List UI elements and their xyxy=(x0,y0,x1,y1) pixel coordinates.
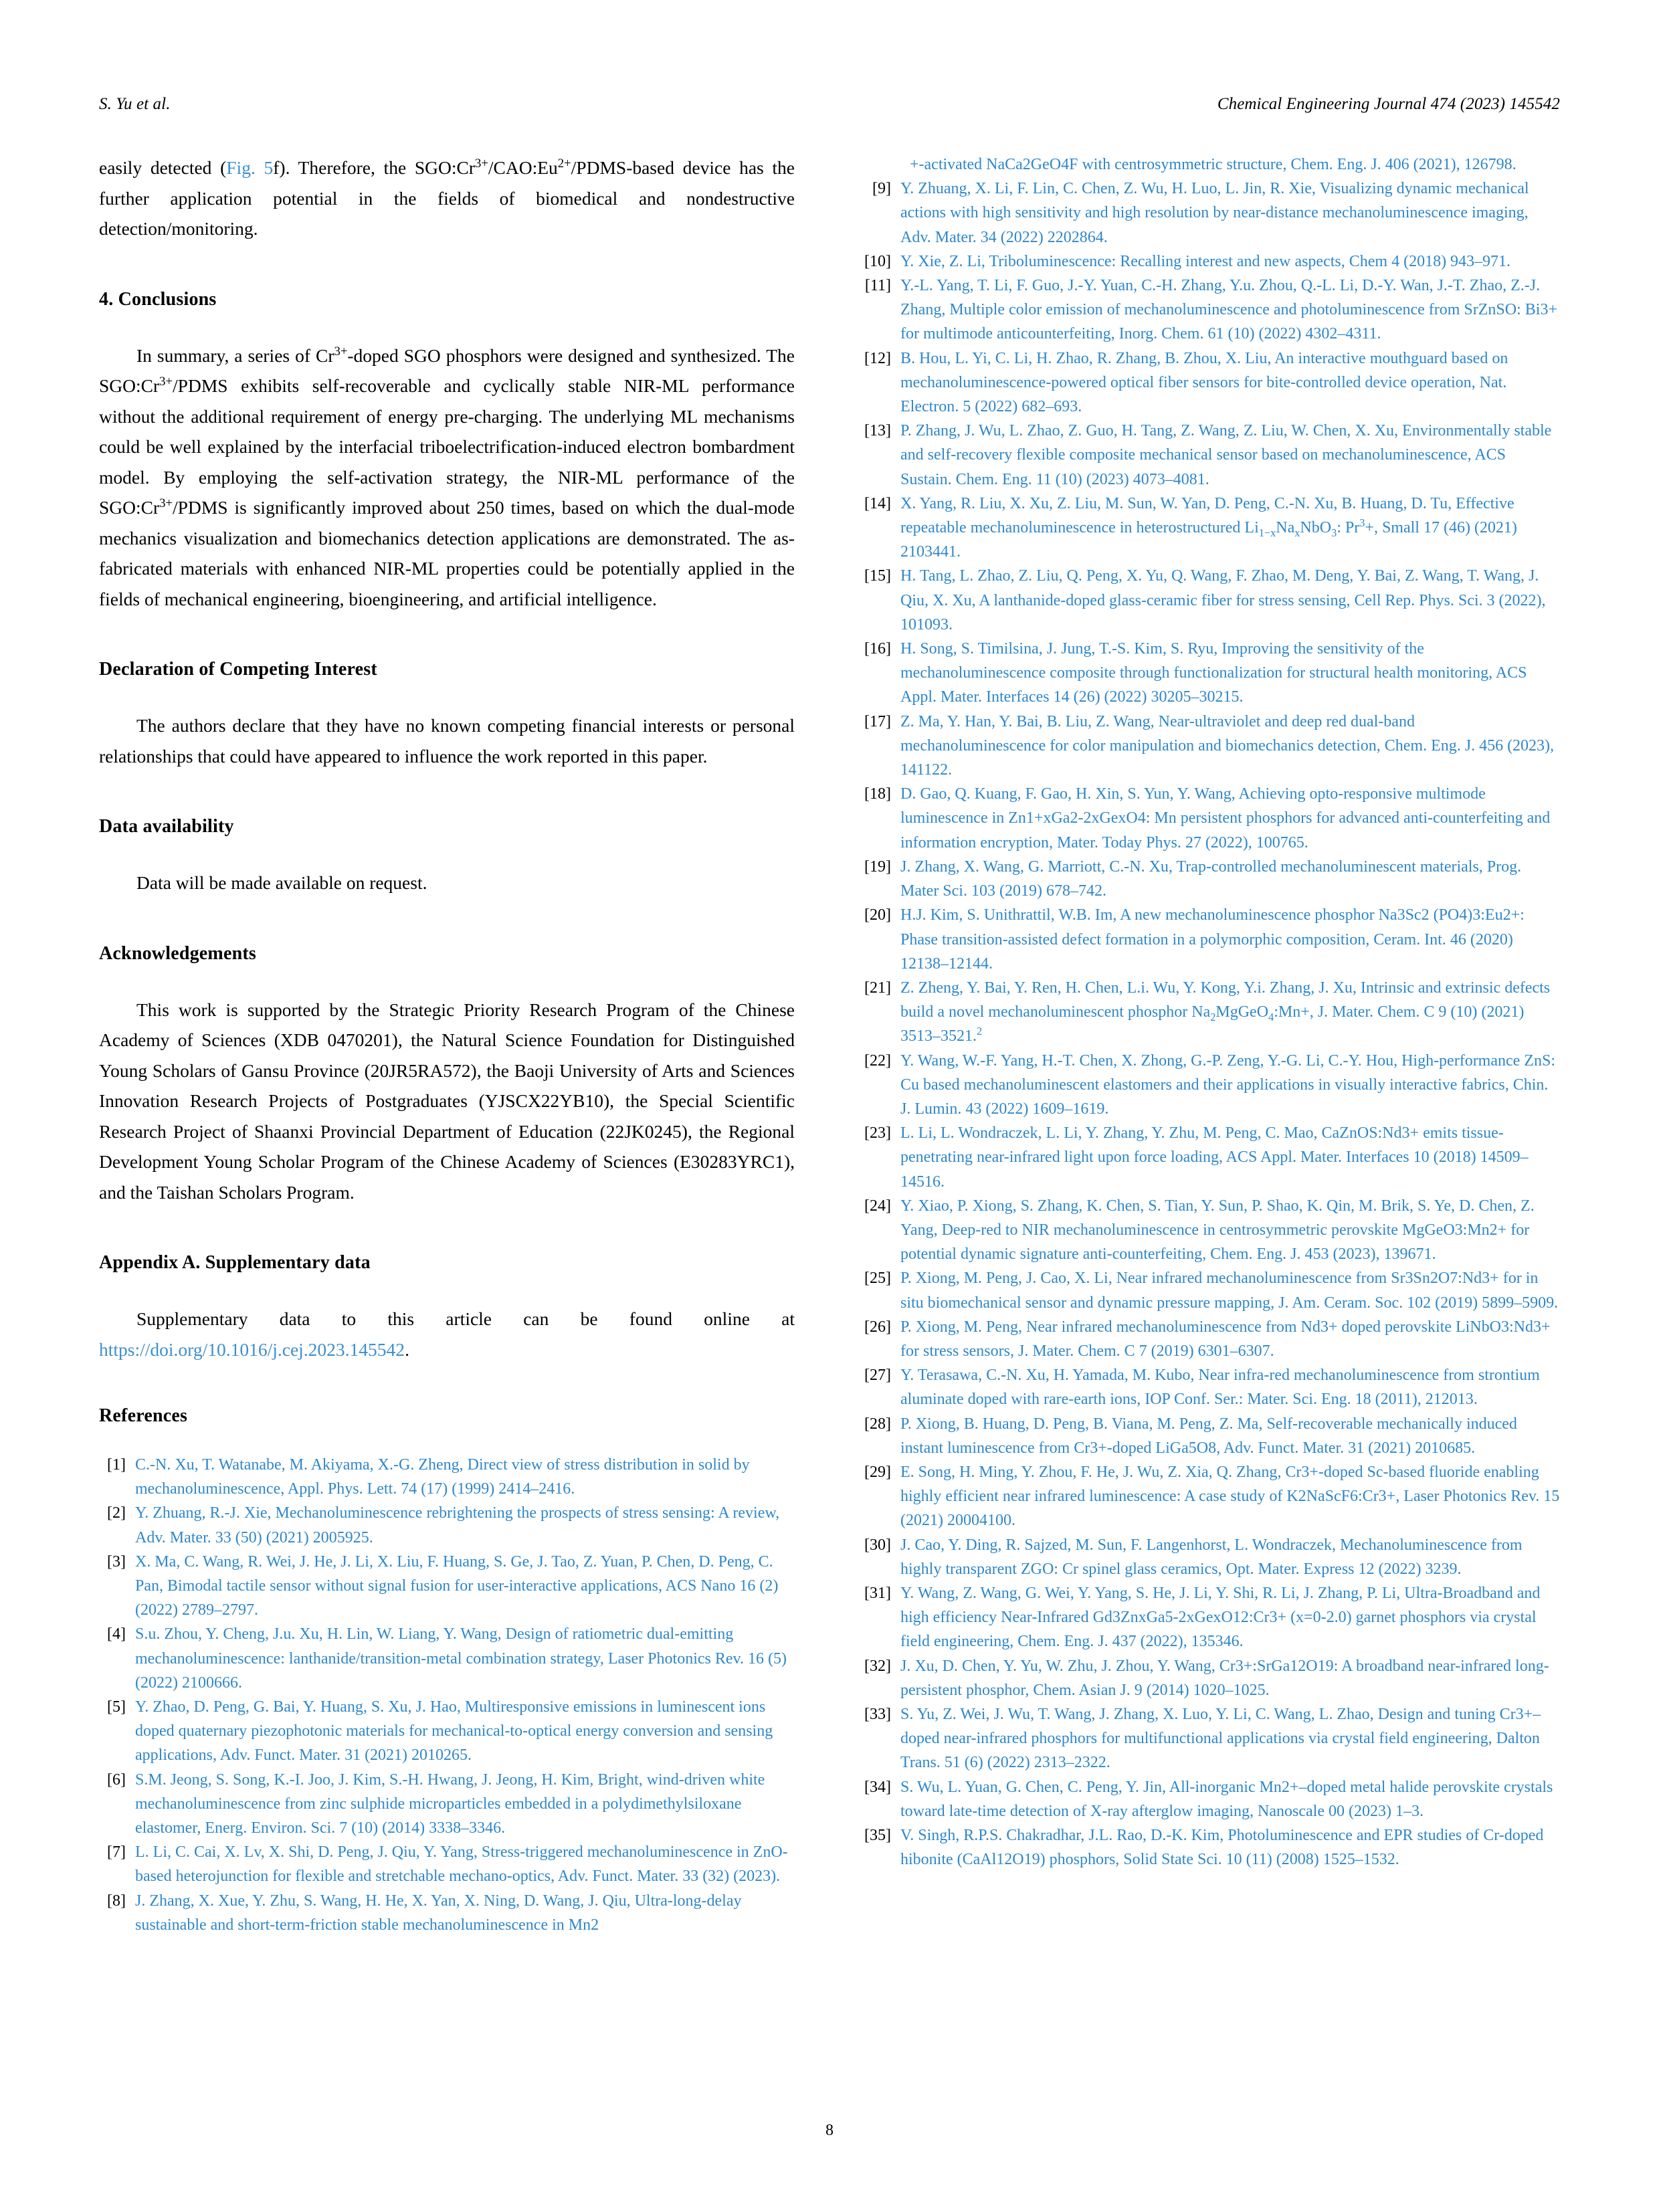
reference-number: [9] xyxy=(872,180,891,198)
intro-text-b: /CAO:Eu xyxy=(488,157,558,178)
reference-citation[interactable]: J. Zhang, X. Xue, Y. Zhu, S. Wang, H. He, X. Yan, X. Ning, D. Wang, J. Qiu, Ultra-long-delay sustainable and short-term-friction stable mechanoluminescence in Mn2 xyxy=(135,1892,742,1934)
reference-citation[interactable]: Y. Xie, Z. Li, Triboluminescence: Recalling interest and new aspects, Chem 4 (2018) 943–971. xyxy=(900,252,1511,270)
appendix-heading-wrap xyxy=(99,1249,795,1277)
reference-number: [33] xyxy=(864,1706,891,1723)
reference-citation[interactable] xyxy=(900,976,1560,1049)
reference-number: [24] xyxy=(864,1197,891,1215)
running-head-journal: Chemical Engineering Journal 474 (2023) 145542 xyxy=(1217,95,1560,113)
formula-superscript: 2 xyxy=(977,1025,983,1038)
conclusions-text-a: In summary, a series of Cr xyxy=(136,344,334,366)
appendix-paragraph xyxy=(99,1304,795,1365)
reference-item xyxy=(864,492,1560,565)
figure-5-link[interactable]: Fig. 5 xyxy=(226,157,274,178)
appendix-text-end: . xyxy=(405,1338,409,1360)
reference-number: [11] xyxy=(864,277,891,295)
reference-item xyxy=(864,1121,1560,1194)
reference-citation[interactable]: H. Tang, L. Zhao, Z. Liu, Q. Peng, X. Yu, Q. Wang, F. Zhao, M. Deng, Y. Bai, Z. Wang, T. Wang, J. Qiu, X. Xu, A lanthanide-doped glass-ceramic fiber for stress sensing, Cell Rep. Phys. Sci. 3 (2022), 101093. xyxy=(900,567,1546,633)
conclusions-text-d: /PDMS is significantly improved about 250 times, based on which the dual-mode mechanics visualization and biomechanics detection applications are demonstrated. The as-fabricated materials with enhanced NIR-ML properties could be potentially applied in the fields of mechanical engineering, bioengineering, and artificial intelligence. xyxy=(99,497,795,609)
reference-number: [13] xyxy=(864,422,891,440)
appendix-text: Supplementary data to this article can be found online at xyxy=(136,1308,795,1329)
formula-subscript: 1−x xyxy=(1258,526,1276,539)
two-column-layout xyxy=(99,153,1560,2092)
doi-link[interactable]: https://doi.org/10.1016/j.cej.2023.145542 xyxy=(99,1338,405,1360)
reference-item xyxy=(99,1889,795,1937)
reference-text-run: NbO xyxy=(1300,519,1332,537)
intro-text-a: f). Therefore, the SGO:Cr xyxy=(273,157,475,178)
reference-item xyxy=(864,1363,1560,1411)
reference-number: [15] xyxy=(864,567,891,585)
reference-text-run: X. Yang, R. Liu, X. Xu, Z. Liu, M. Sun, W. Yan, D. Peng, C.-N. Xu, B. Huang, D. Tu, Effective repeatable mechanoluminescence in heterostructured Li xyxy=(900,494,1515,537)
reference-item xyxy=(99,1622,795,1695)
reference-citation[interactable]: J. Zhang, X. Wang, G. Marriott, C.-N. Xu, Trap-controlled mechanoluminescent materials, Prog. Mater Sci. 103 (2019) 678–742. xyxy=(900,858,1522,900)
conclusions-text-b: -doped SGO phosphors were designed and synthesized. The SGO:Cr xyxy=(99,344,795,396)
reference-citation[interactable]: P. Zhang, J. Wu, L. Zhao, Z. Guo, H. Tang, Z. Wang, Z. Liu, W. Chen, X. Xu, Environmentally stable and self-recovery flexible composite mechanical sensor based on mechanoluminescence, ACS Sustain. Chem. Eng. 11 (10) (2023) 4073–4081. xyxy=(900,422,1552,488)
conclusions-text-c: /PDMS exhibits self-recoverable and cyclically stable NIR-ML performance without the additional requirement of energy pre-charging. The underlying ML mechanisms could be well explained by the interfacial triboelectrification-induced electron bombardment model. By employing the self-activation strategy, the NIR-ML performance of the SGO:Cr xyxy=(99,375,795,518)
reference-item xyxy=(864,782,1560,855)
reference-citation[interactable]: Y.-L. Yang, T. Li, F. Guo, J.-Y. Yuan, C.-H. Zhang, Y.u. Zhou, Q.-L. Li, D.-Y. Wan, J.-T. Zhao, Z.-J. Zhang, Multiple color emission of mechanoluminescence and photoluminescence from SrZnSO: Bi3+ for multimode anticounterfeiting, Inorg. Chem. 61 (10) (2022) 4302–4311. xyxy=(900,277,1557,343)
conclusions-heading: 4. Conclusions xyxy=(99,288,217,310)
reference-citation[interactable]: Y. Zhuang, R.-J. Xie, Mechanoluminescence rebrightening the prospects of stress sensing: A review, Adv. Mater. 33 (50) (2021) 2005925. xyxy=(135,1504,780,1546)
reference-item xyxy=(864,903,1560,976)
reference-citation[interactable]: Y. Wang, Z. Wang, G. Wei, Y. Yang, S. He, J. Li, Y. Shi, R. Li, J. Zhang, P. Li, Ultra-Broadband and high efficiency Near-Infrared Gd3ZnxGa5-2xGexO12:Cr3+ (x=0-2.0) garnet phosphors via crystal field engineering, Chem. Eng. J. 437 (2022), 135346. xyxy=(900,1584,1541,1651)
reference-item xyxy=(864,1194,1560,1267)
data-availability-heading: Data availability xyxy=(99,816,234,837)
reference-citation[interactable]: Y. Zhao, D. Peng, G. Bai, Y. Huang, S. Xu, J. Hao, Multiresponsive emissions in luminescent ions doped quaternary piezophotonic materials for mechanical-to-optical energy conversion and sensing applications, Adv. Funct. Mater. 31 (2021) 2010265. xyxy=(135,1698,773,1765)
reference-number: [31] xyxy=(864,1584,891,1602)
data-availability-heading-wrap xyxy=(99,813,795,841)
conclusions-heading-wrap xyxy=(99,286,795,314)
reference-item xyxy=(99,1550,795,1623)
reference-citation[interactable]: H.J. Kim, S. Unithrattil, W.B. Im, A new mechanoluminescence phosphor Na3Sc2 (PO4)3:Eu2+: Phase transition-assisted defect formation in a polymorphic composition, Ceram. Int. 46 (2020) 12138–12144. xyxy=(900,906,1525,973)
reference-number: [22] xyxy=(864,1051,891,1070)
reference-citation[interactable]: C.-N. Xu, T. Watanabe, M. Akiyama, X.-G. Zheng, Direct view of stress distribution in solid by mechanoluminescence, Appl. Phys. Lett. 74 (17) (1999) 2414–2416. xyxy=(135,1456,750,1498)
reference-item xyxy=(864,419,1560,492)
reference-number: [29] xyxy=(864,1463,891,1481)
reference-citation[interactable]: X. Ma, C. Wang, R. Wei, J. He, J. Li, X. Liu, F. Huang, S. Ge, J. Tao, Z. Yuan, P. Chen, D. Peng, C. Pan, Bimodal tactile sensor without signal fusion for user-interactive applications, ACS Nano 16 (2) (2022) 2789–2797. xyxy=(135,1552,779,1619)
reference-number: [2] xyxy=(107,1504,126,1522)
reference-citation[interactable]: E. Song, H. Ming, Y. Zhou, F. He, J. Wu, Z. Xia, Q. Zhang, Cr3+-doped Sc-based fluoride enabling highly efficient near infrared luminescence: A case study of K2NaScF6:Cr3+, Laser Photonics Rev. 15 (2021) 20004100. xyxy=(900,1463,1560,1530)
reference-number: [32] xyxy=(864,1657,891,1675)
reference-citation[interactable]: Y. Zhuang, X. Li, F. Lin, C. Chen, Z. Wu, H. Luo, L. Jin, R. Xie, Visualizing dynamic mechanical actions with high sensitivity and high resolution by near-distance mechanoluminescence imaging, Adv. Mater. 34 (2022) 2202864. xyxy=(900,180,1529,246)
reference-item xyxy=(99,1768,795,1841)
reference-citation[interactable]: B. Hou, L. Yi, C. Li, H. Zhao, R. Zhang, B. Zhou, X. Liu, An interactive mouthguard based on mechanoluminescence-powered optical fiber sensors for bite-controlled device operation, Nat. Electron. 5 (2022) 682–693. xyxy=(900,349,1508,416)
reference-text-run: Z. Zheng, Y. Bai, Y. Ren, H. Chen, L.i. Wu, Y. Kong, Y.i. Zhang, J. Xu, Intrinsic and extrinsic defects build a novel mechanoluminescent phosphor Na xyxy=(900,979,1551,1021)
reference-item xyxy=(864,1581,1560,1654)
running-head-author: S. Yu et al. xyxy=(99,95,171,113)
conclusions-paragraph xyxy=(99,340,795,615)
acknowledgements-heading-wrap xyxy=(99,940,795,968)
charge-superscript-1: 3+ xyxy=(334,344,348,359)
reference-item xyxy=(864,1049,1560,1122)
reference-number: [14] xyxy=(864,494,891,512)
reference-item xyxy=(864,1266,1560,1314)
reference-number: [28] xyxy=(864,1415,891,1433)
reference-item xyxy=(864,564,1560,637)
reference-citation[interactable]: Z. Ma, Y. Han, Y. Bai, B. Liu, Z. Wang, Near-ultraviolet and deep red dual-band mechanoluminescence for color manipulation and biomechanics detection, Chem. Eng. J. 456 (2023), 141122. xyxy=(900,712,1555,779)
reference-list-right xyxy=(864,177,1560,1872)
reference-number: [1] xyxy=(107,1456,126,1474)
left-column xyxy=(99,153,795,2092)
intro-text-c: /PDMS-based device has the further application potential in the fields of biomedical and nondestructive detection/monitoring. xyxy=(99,157,795,239)
reference-citation[interactable]: P. Xiong, M. Peng, J. Cao, X. Li, Near infrared mechanoluminescence from Sr3Sn2O7:Nd3+ for in situ biomechanical sensor and dynamic pressure mapping, J. Am. Ceram. Soc. 102 (2019) 5899–5909. xyxy=(900,1270,1559,1312)
reference-text-run: +, Small 17 (46) (2021) 2103441. xyxy=(900,519,1517,561)
reference-number: [18] xyxy=(864,785,891,803)
reference-citation[interactable]: H. Song, S. Timilsina, J. Jung, T.-S. Kim, S. Ryu, Improving the sensitivity of the mechanoluminescence composite through functionalization for structural health monitoring, ACS Appl. Mater. Interfaces 14 (26) (2022) 30205–30215. xyxy=(900,640,1527,706)
reference-text-run: :Mn xyxy=(1274,1003,1301,1021)
reference-citation[interactable]: Y. Terasawa, C.-N. Xu, H. Yamada, M. Kubo, Near infra-red mechanoluminescence from strontium aluminate doped with rare-earth ions, IOP Conf. Ser.: Mater. Sci. Eng. 18 (2011), 212013. xyxy=(900,1367,1540,1409)
formula-subscript: 3 xyxy=(1331,526,1337,539)
acknowledgements-paragraph: This work is supported by the Strategic Priority Research Program of the Chinese Academy of Sciences (XDB 0470201), the Natural Science Foundation for Distinguished Young Scholars of Gansu Province (20JR5RA572), the Baoji University of Arts and Sciences Innovation Research Projects of Postgraduates (YJSCX22YB10), the Special Scientific Research Project of Shaanxi Provincial Department of Education (22JK0245), the Regional Development Young Scholar Program of the Chinese Academy of Sciences (E30283YRC1), and the Taishan Scholars Program. xyxy=(99,999,795,1203)
reference-item xyxy=(99,1695,795,1768)
acknowledgements-heading: Acknowledgements xyxy=(99,942,256,964)
intro-paragraph xyxy=(99,153,795,244)
reference-number: [25] xyxy=(864,1270,891,1288)
reference-item xyxy=(864,855,1560,903)
reference-number: [16] xyxy=(864,640,891,658)
reference-text-run: MgGeO xyxy=(1215,1003,1269,1021)
reference-number: [8] xyxy=(107,1892,126,1910)
reference-item xyxy=(864,249,1560,274)
reference-item xyxy=(99,1453,795,1501)
reference-item xyxy=(99,1501,795,1549)
reference-number: [12] xyxy=(864,349,891,367)
reference-citation[interactable]: J. Cao, Y. Ding, R. Sajzed, M. Sun, F. Langenhorst, L. Wondraczek, Mechanoluminescence from highly transparent ZGO: Cr spinel glass ceramics, Opt. Mater. Express 12 (2022) 3239. xyxy=(900,1536,1523,1578)
charge-superscript-cr3: 3+ xyxy=(474,156,488,171)
reference-number: [30] xyxy=(864,1536,891,1554)
reference-number: [23] xyxy=(864,1124,891,1142)
reference-number: [4] xyxy=(107,1625,126,1643)
references-heading-wrap xyxy=(99,1402,795,1430)
formula-subscript: x xyxy=(1294,526,1300,539)
formula-subscript: 4 xyxy=(1268,1010,1274,1023)
reference-text-run: : Pr xyxy=(1337,519,1360,537)
reference-number: [5] xyxy=(107,1698,126,1716)
reference-number: [6] xyxy=(107,1771,126,1789)
appendix-heading: Appendix A. Supplementary data xyxy=(99,1252,371,1273)
reference-citation[interactable]: D. Gao, Q. Kuang, F. Gao, H. Xin, S. Yun, Y. Wang, Achieving opto-responsive multimode luminescence in Zn1+xGa2-2xGexO4: Mn persistent phosphors for advanced anti-counterfeiting and information encryption, Mater. Today Phys. 27 (2022), 100765. xyxy=(900,785,1551,851)
reference-number: [26] xyxy=(864,1318,891,1336)
right-column xyxy=(864,153,1560,2092)
reference-number: [7] xyxy=(107,1843,126,1862)
reference-item xyxy=(864,1533,1560,1581)
declaration-heading: Declaration of Competing Interest xyxy=(99,659,377,680)
reference-number: [20] xyxy=(864,906,891,924)
reference-continuation: +-activated NaCa2GeO4F with centrosymmetric structure, Chem. Eng. J. 406 (2021), 126798. xyxy=(910,156,1517,173)
reference-item xyxy=(864,274,1560,346)
reference-citation[interactable]: V. Singh, R.P.S. Chakradhar, J.L. Rao, D.-K. Kim, Photoluminescence and EPR studies of Cr-doped hibonite (CaAl12O19) phosphors, Solid State Sci. 10 (11) (2008) 1525–1532. xyxy=(900,1827,1544,1869)
charge-superscript-eu2: 2+ xyxy=(557,156,571,171)
reference-item xyxy=(864,637,1560,710)
reference-citation[interactable]: J. Xu, D. Chen, Y. Yu, W. Zhu, J. Zhou, Y. Wang, Cr3+:SrGa12O19: A broadband near-infrared long-persistent phosphor, Chem. Asian J. 9 (2014) 1020–1025. xyxy=(900,1657,1549,1699)
reference-number: [21] xyxy=(864,979,891,997)
reference-item xyxy=(864,976,1560,1049)
reference-text-run: +, J. Mater. Chem. C 9 (10) (2021) 3513–3521. xyxy=(900,1003,1525,1045)
declaration-paragraph: The authors declare that they have no known competing financial interests or personal relationships that could have appeared to influence the work reported in this paper. xyxy=(99,715,795,767)
reference-item xyxy=(99,1840,795,1888)
reference-item xyxy=(864,177,1560,249)
reference-list-left xyxy=(99,1453,795,1937)
reference-citation[interactable] xyxy=(900,492,1560,565)
reference-citation[interactable]: S. Wu, L. Yuan, G. Chen, C. Peng, Y. Jin, All-inorganic Mn2+–doped metal halide perovskite crystals toward late-time detection of X-ray afterglow imaging, Nanoscale 00 (2023) 1–3. xyxy=(900,1778,1553,1820)
references-heading: References xyxy=(99,1405,188,1426)
reference-citation[interactable]: P. Xiong, M. Peng, Near infrared mechanoluminescence from Nd3+ doped perovskite LiNbO3:Nd3+ for stress sensors, J. Mater. Chem. C 7 (2019) 6301–6307. xyxy=(900,1318,1551,1360)
reference-citation[interactable]: L. Li, C. Cai, X. Lv, X. Shi, D. Peng, J. Qiu, Y. Yang, Stress-triggered mechanoluminescence in ZnO-based heterojunction for flexible and stretchable mechano-optics, Adv. Funct. Mater. 33 (32) (2023). xyxy=(135,1843,788,1886)
reference-citation[interactable]: S. Yu, Z. Wei, J. Wu, T. Wang, J. Zhang, X. Luo, Y. Li, C. Wang, L. Zhao, Design and tuning Cr3+–doped near-infrared phosphors for multifunctional applications via crystal field engineering, Dalton Trans. 51 (6) (2022) 2313–2322. xyxy=(900,1706,1541,1772)
reference-item xyxy=(864,710,1560,783)
reference-number: [19] xyxy=(864,858,891,876)
reference-number: [17] xyxy=(864,712,891,730)
data-availability-paragraph: Data will be made available on request. xyxy=(136,872,427,893)
reference-item xyxy=(864,346,1560,419)
reference-citation[interactable]: Y. Xiao, P. Xiong, S. Zhang, K. Chen, S. Tian, Y. Sun, P. Shao, K. Qin, M. Brik, S. Ye, D. Chen, Z. Yang, Deep-red to NIR mechanoluminescence in centrosymmetric perovskite MgGeO3:Mn2+ for potential dynamic signature anti-counterfeiting, Chem. Eng. J. 453 (2023), 139671. xyxy=(900,1197,1535,1264)
reference-citation[interactable]: P. Xiong, B. Huang, D. Peng, B. Viana, M. Peng, Z. Ma, Self-recoverable mechanically induced instant luminescence from Cr3+-doped LiGa5O8, Adv. Funct. Mater. 31 (2021) 2010685. xyxy=(900,1415,1517,1457)
reference-citation[interactable]: S.M. Jeong, S. Song, K.-I. Joo, J. Kim, S.-H. Hwang, J. Jeong, H. Kim, Bright, wind-driven white mechanoluminescence from zinc sulphide microparticles embedded in a polydimethylsiloxane elastomer, Energ. Environ. Sci. 7 (10) (2014) 3338–3346. xyxy=(135,1771,765,1837)
reference-number: [35] xyxy=(864,1827,891,1845)
reference-citation[interactable]: S.u. Zhou, Y. Cheng, J.u. Xu, H. Lin, W. Liang, Y. Wang, Design of ratiometric dual-emitting mechanoluminescence: lanthanide/transition-metal combination strategy, Laser Photonics Rev. 16 (5) (2022) 2100666. xyxy=(135,1625,787,1692)
running-head xyxy=(99,95,1560,118)
reference-number: [3] xyxy=(107,1552,126,1571)
reference-item xyxy=(864,1775,1560,1823)
reference-item xyxy=(864,1460,1560,1533)
reference-item xyxy=(864,1823,1560,1872)
reference-item xyxy=(864,1702,1560,1775)
reference-number: [10] xyxy=(864,252,891,270)
reference-citation[interactable]: Y. Wang, W.-F. Yang, H.-T. Chen, X. Zhong, G.-P. Zeng, Y.-G. Li, C.-Y. Hou, High-performance ZnS: Cu based mechanoluminescent elastomers and their applications in visually interactive fabrics, Chin. J. Lumin. 43 (2022) 1609–1619. xyxy=(900,1051,1555,1118)
declaration-heading-wrap xyxy=(99,656,795,684)
reference-citation[interactable]: L. Li, L. Wondraczek, L. Li, Y. Zhang, Y. Zhu, M. Peng, C. Mao, CaZnOS:Nd3+ emits tissue-penetrating near-infrared light upon force loading, ACS Appl. Mater. Interfaces 10 (2018) 14509–14516. xyxy=(900,1124,1529,1191)
reference-number: [27] xyxy=(864,1367,891,1385)
reference-number: [34] xyxy=(864,1778,891,1796)
charge-superscript-3: 3+ xyxy=(159,496,173,510)
reference-item xyxy=(864,1315,1560,1363)
reference-text-run: Na xyxy=(1276,519,1295,537)
charge-superscript-2: 3+ xyxy=(159,374,173,389)
intro-text-before-link: easily detected ( xyxy=(99,157,227,178)
formula-superscript: 3 xyxy=(1359,516,1365,530)
formula-subscript: 2 xyxy=(1210,1010,1216,1023)
page-number: 8 xyxy=(825,2122,834,2139)
reference-item xyxy=(864,1654,1560,1702)
reference-item xyxy=(864,1412,1560,1460)
